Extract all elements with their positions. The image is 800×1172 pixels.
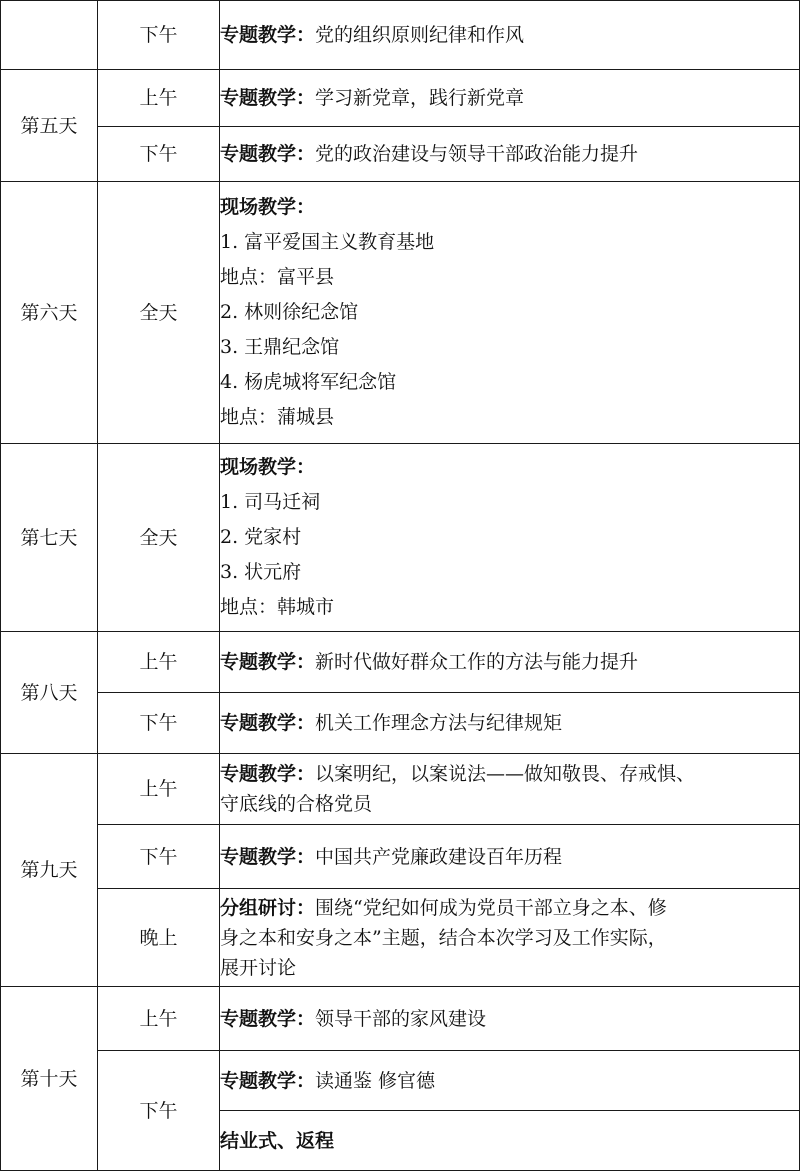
period-cell: 下午: [98, 1, 220, 70]
site-line: 4. 杨虎城将军纪念馆: [220, 371, 397, 393]
content-cell: [220, 1, 800, 70]
day-cell: 第七天: [1, 444, 98, 632]
content-text: 以案明纪，以案说法——做知敬畏、存戒惧、: [315, 763, 696, 785]
content-cell: [220, 127, 800, 182]
table-row: [1, 825, 800, 889]
day-cell: 第九天: [1, 754, 98, 987]
content-label: 专题教学：: [220, 87, 316, 109]
content-cell: [220, 1111, 800, 1171]
site-line: 3. 状元府: [220, 561, 302, 583]
content-cell: [220, 825, 800, 889]
content-cell: [220, 754, 800, 825]
day-cell: 第十天: [1, 987, 98, 1171]
period-cell: 下午: [98, 1051, 220, 1171]
table-row: [1, 1051, 800, 1111]
site-line: 1. 富平爱国主义教育基地: [220, 231, 435, 253]
content-cell: [220, 987, 800, 1051]
site-line: 地点：富平县: [220, 266, 335, 288]
period-cell: 下午: [98, 825, 220, 889]
period-cell: 上午: [98, 70, 220, 127]
table-row: [1, 182, 800, 444]
period-cell: 上午: [98, 987, 220, 1051]
content-text: 读通鉴 修官德: [315, 1069, 436, 1092]
content-text-cont: 守底线的合格党员: [220, 793, 373, 815]
period-cell: 上午: [98, 754, 220, 825]
period-cell: 全天: [98, 182, 220, 444]
content-text: 党的政治建设与领导干部政治能力提升: [315, 143, 639, 165]
content-cell: [220, 889, 800, 987]
period-cell: 晚上: [98, 889, 220, 987]
site-line: 地点：韩城市: [220, 596, 335, 618]
table-row: [1, 70, 800, 127]
content-text: 新时代做好群众工作的方法与能力提升: [315, 651, 639, 673]
content-text-cont: 展开讨论: [220, 956, 297, 979]
content-label: 结业式、返程: [220, 1129, 335, 1152]
content-cell: [220, 444, 800, 632]
content-text: 学习新党章，践行新党章: [315, 87, 525, 109]
table-row: [1, 1, 800, 70]
content-label: 现场教学：: [220, 456, 316, 478]
content-cell: [220, 70, 800, 127]
content-label: 现场教学：: [220, 196, 316, 218]
content-label: 专题教学：: [220, 143, 316, 165]
table-row: [1, 693, 800, 754]
period-cell: 下午: [98, 693, 220, 754]
site-line: 2. 林则徐纪念馆: [220, 301, 359, 323]
day-cell-empty: [1, 1, 98, 70]
content-cell: [220, 182, 800, 444]
content-text: 中国共产党廉政建设百年历程: [315, 845, 563, 868]
content-label: 专题教学：: [220, 845, 316, 868]
content-cell: [220, 693, 800, 754]
table-row: [1, 987, 800, 1051]
table-row: [1, 127, 800, 182]
content-cell: [220, 1051, 800, 1111]
content-text: 机关工作理念方法与纪律规矩: [315, 712, 563, 734]
table-row: [1, 632, 800, 693]
site-line: 地点：蒲城县: [220, 406, 335, 428]
day-cell: 第八天: [1, 632, 98, 754]
content-label: 专题教学：: [220, 24, 316, 46]
content-label: 专题教学：: [220, 1007, 316, 1030]
table-row: [1, 754, 800, 825]
period-cell: 上午: [98, 632, 220, 693]
site-line: 2. 党家村: [220, 526, 302, 548]
content-cell: [220, 632, 800, 693]
content-text: 领导干部的家风建设: [315, 1007, 487, 1030]
content-label: 专题教学：: [220, 651, 316, 673]
content-label: 专题教学：: [220, 763, 316, 785]
period-cell: 下午: [98, 127, 220, 182]
site-line: 1. 司马迁祠: [220, 491, 321, 513]
site-line: 3. 王鼎纪念馆: [220, 336, 340, 358]
content-label: 专题教学：: [220, 1069, 316, 1092]
content-text: 党的组织原则纪律和作风: [315, 24, 525, 46]
content-text: 围绕“党纪如何成为党员干部立身之本、修: [315, 896, 667, 919]
table-row: [1, 889, 800, 987]
period-cell: 全天: [98, 444, 220, 632]
content-label: 分组研讨：: [220, 896, 316, 919]
day-cell: 第五天: [1, 70, 98, 182]
table-row: [1, 444, 800, 632]
day-cell: 第六天: [1, 182, 98, 444]
content-label: 专题教学：: [220, 712, 316, 734]
content-text-cont: 身之本和安身之本”主题，结合本次学习及工作实际，: [220, 926, 667, 949]
